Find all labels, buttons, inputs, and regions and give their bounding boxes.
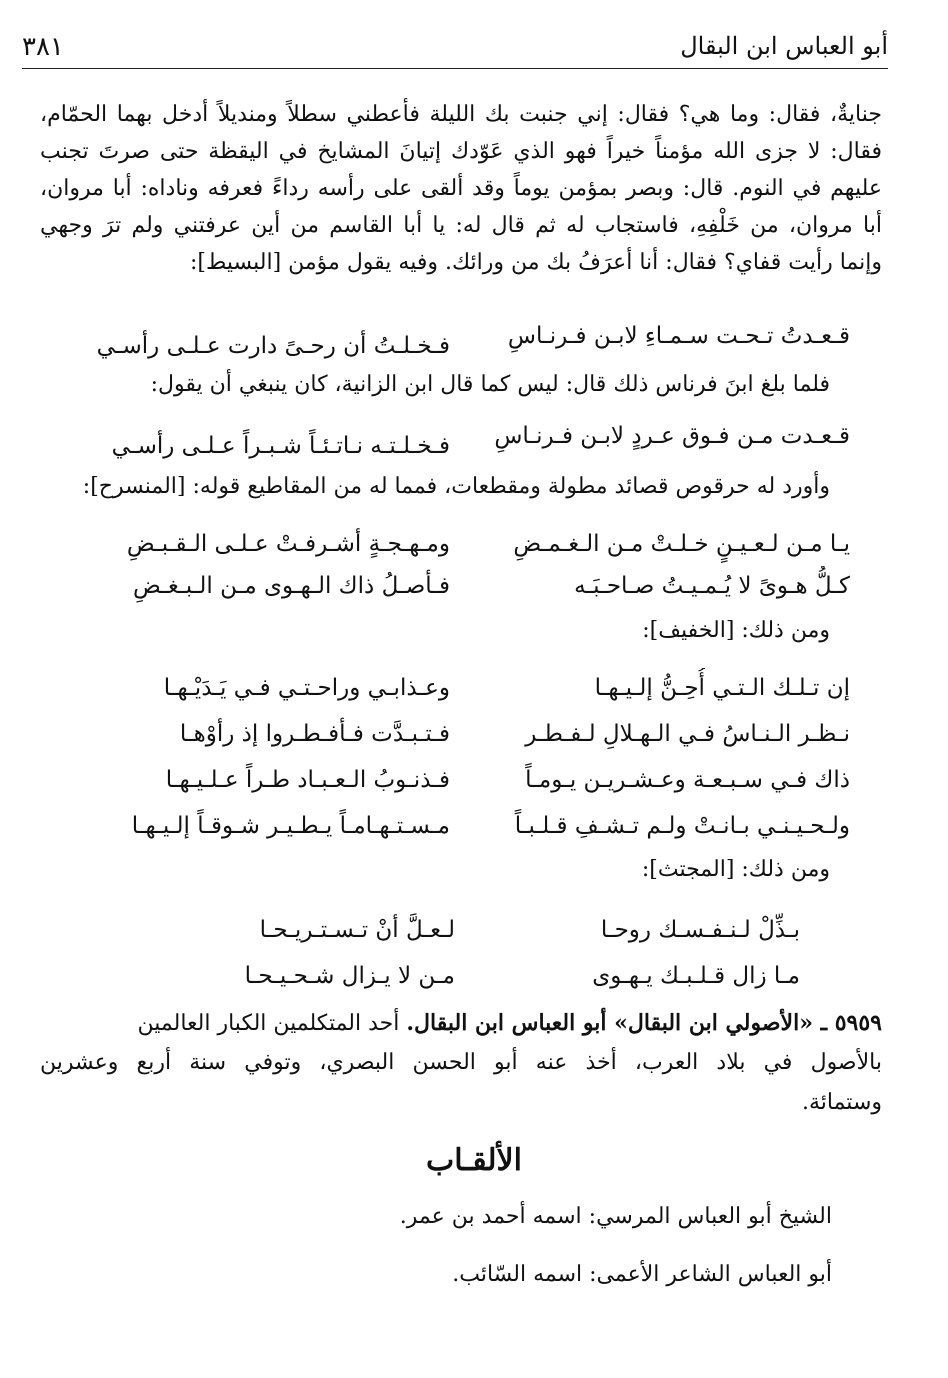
first-hemistich: كـلُّ هـوىً لا يُـمـيـتُ صـاحـبَـه: [574, 573, 850, 599]
second-hemistich: مـن لا يـزال شـحـيـحـا: [244, 963, 455, 989]
section-heading: الألقـاب: [426, 1143, 522, 1178]
second-hemistich: فـأصـلُ ذاك الـهـوى مـن الـبـغـضِ: [132, 573, 450, 599]
verse-intro: وأورد له حرقوص قصائد مطولة ومقطعات، فمما له من المقاطيع قوله: [المنسرح]:: [82, 474, 830, 499]
first-hemistich: قـعـدت مـن فـوق عـردٍ لابـن فـرنـاسِ: [494, 423, 850, 449]
second-hemistich: فـتـبـدَّت فـأفـطـروا إذ رأوْهـا: [179, 721, 450, 747]
first-hemistich: مـا زال قـلـبـك يـهـوى: [592, 963, 800, 989]
text-line: جنايةٌ، فقال: وما هي؟ فقال: إني جنبت بك الليلة فأعطني سطلاً ومنديلاً أدخل بهما الحمّام،: [40, 102, 882, 127]
entry-text: أحد المتكلمين الكبار العالمين: [137, 1011, 400, 1036]
verse-line: [80, 416, 850, 459]
verse-line: [80, 714, 850, 754]
page-number: ٣٨١: [22, 32, 64, 62]
laqab-item: أبو العباس الشاعر الأعمى: اسمه السّائب.: [452, 1262, 832, 1287]
verse-intro: ومن ذلك: [المجتث]:: [641, 857, 830, 882]
text-line: وستمائة.: [801, 1090, 882, 1115]
first-hemistich: يـا مـن لـعـيـنٍ خـلـتْ مـن الـغـمـضِ: [513, 531, 850, 557]
second-hemistich: فـذنـوبُ الـعـبـاد طـراً عـلـيـهـا: [165, 767, 450, 793]
verse-line: [80, 566, 850, 606]
verse-line: [80, 956, 850, 996]
verse-line: [80, 316, 850, 359]
biography-entry: [40, 1003, 882, 1123]
laqab-item: الشيخ أبو العباس المرسي: اسمه أحمد بن عمر.: [399, 1204, 832, 1229]
second-hemistich: وعـذابـي وراحـتـي فـي يَـدَيْـهـا: [163, 675, 450, 701]
text-line: أبا مروان، من خَلْفِهِ، فاستجاب له ثم قال له: يا أبا القاسم من أين عرفتني ولم ترَ وجهي: [40, 213, 882, 238]
first-hemistich: ذاك فـي سـبـعـة وعـشـريـن يـومـاً: [525, 767, 850, 793]
text-line: [40, 1003, 882, 1043]
second-hemistich: لـعـلَّ أنْ تـسـتـريـحـا: [259, 917, 455, 943]
first-hemistich: ولـحـيـنـي بـانـتْ ولـم تـشـفِ قـلـبـاً: [514, 813, 850, 839]
first-hemistich: نـظـر الـنـاسُ فـي الـهـلالِ لـفـطـر: [525, 721, 850, 747]
verse-line: [80, 524, 850, 564]
verse-intro: ومن ذلك: [الخفيف]:: [642, 618, 830, 643]
text-line: فقال: لا جزى الله مؤمناً خيراً فهو الذي عَوّدك إتيانَ المشايخ في اليقظة حتى صرتَ تجنب: [40, 139, 882, 164]
verse-line: [80, 668, 850, 708]
running-title: أبو العباس ابن البقال: [680, 32, 888, 60]
text-line: وإنما رأيت قفاي؟ فقال: أنا أعرَفُ بك من ورائك. وفيه يقول مؤمن [البسيط]:: [189, 250, 882, 275]
verse-line: [80, 910, 850, 950]
first-hemistich: قـعـدتُ تـحـت سـمـاءِ لابـن فـرنـاسِ: [507, 323, 850, 349]
second-hemistich: مـسـتـهـامـاً يـطـيـر شـوقـاً إلـيـهـا: [131, 813, 450, 839]
first-hemistich: بـذِّلْ لـنـفـسـك روحـا: [600, 917, 800, 943]
first-hemistich: إن تـلـك الـتـي أُحِـنُّ إلـيـهـا: [594, 675, 850, 701]
entry-heading: ٥٩٥٩ ـ «الأصولي ابن البقال» أبو العباس ابن البقال.: [406, 1010, 882, 1036]
second-hemistich: ومـهـجـةٍ أشـرفـتْ عـلـى الـقـبـضِ: [126, 531, 450, 557]
verse-intro: فلما بلغ ابنَ فرناس ذلك قال: ليس كما قال ابن الزانية، كان ينبغي أن يقول:: [150, 372, 830, 397]
second-hemistich: فـخـلـتـه نـاتـئـاً شـبـراً عـلـى رأسـي: [111, 433, 450, 459]
second-hemistich: فـخـلـتُ أن رحـىً دارت عـلـى رأسـي: [96, 333, 450, 359]
text-line: عليهم في النوم. قال: وبصر بمؤمن يوماً وقد ألقى على رأسه رداءً فعرفه وناداه: أبا مروان،: [40, 176, 882, 201]
paragraph-story: [40, 96, 882, 281]
text-line: بالأصول في بلاد العرب، أخذ عنه أبو الحسن البصري، وتوفي سنة أربع وعشرين: [40, 1050, 882, 1075]
verse-line: [80, 760, 850, 800]
verse-line: [80, 806, 850, 846]
page-header: [22, 28, 888, 69]
